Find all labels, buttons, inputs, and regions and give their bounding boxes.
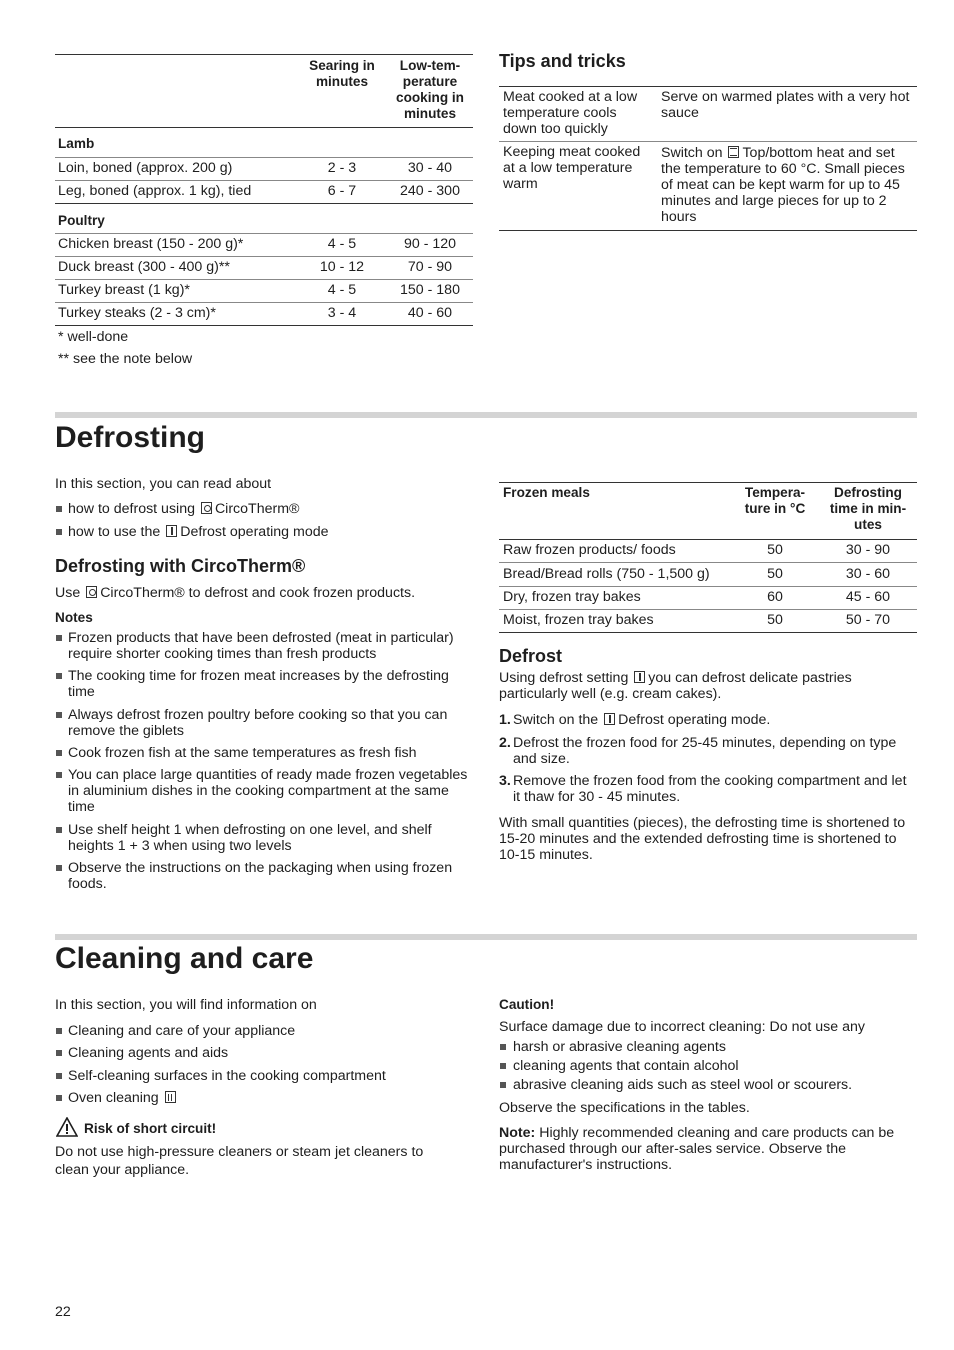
defrosting-intro: In this section, you can read about xyxy=(55,476,272,492)
table-row: Chicken breast (150 - 200 g)* xyxy=(58,236,244,252)
col-lowtemp-header: Low-tem-perature cooking in minutes xyxy=(396,58,464,121)
list-item-text: Defrost operating mode xyxy=(180,524,329,540)
cell-searing: 10 - 12 xyxy=(319,259,365,275)
cell-time: 45 - 60 xyxy=(845,589,891,605)
cell-lowtemp: 70 - 90 xyxy=(407,259,453,275)
footnote: ** see the note below xyxy=(58,351,193,367)
note-item: Frozen products that have been defrosted (meat in particular) require shorter cooking times than fresh products xyxy=(68,630,454,662)
warning-text: Do not use high-pressure cleaners or steam jet cleaners to clean your appliance. xyxy=(55,1144,424,1178)
caution-title: Caution! xyxy=(499,997,555,1012)
col-temperature: Tempera-ture in °C xyxy=(744,485,806,516)
note-item: Use shelf height 1 when defrosting on one level, and shelf heights 1 + 3 when using two levels xyxy=(68,822,432,854)
table-row: Turkey steaks (2 - 3 cm)* xyxy=(58,305,216,321)
col-searing-header: Searing in minutes xyxy=(309,58,375,89)
defrost-icon xyxy=(604,713,615,725)
note-item: Observe the instructions on the packaging when using frozen foods. xyxy=(68,860,453,892)
list-item xyxy=(68,1090,179,1106)
circotherm-text-pre: Use xyxy=(55,585,81,601)
caution-item: cleaning agents that contain alcohol xyxy=(513,1058,739,1074)
cell-temp: 50 xyxy=(767,566,783,582)
table-row: Loin, boned (approx. 200 g) xyxy=(58,160,233,176)
note-item: The cooking time for frozen meat increases by the defrosting time xyxy=(68,668,449,700)
step-text xyxy=(513,712,917,728)
tip-text-pre: Switch on xyxy=(661,145,723,161)
tips-title: Tips and tricks xyxy=(499,51,626,71)
cleaning-intro: In this section, you will find information on xyxy=(55,997,317,1013)
cell-lowtemp: 90 - 120 xyxy=(403,236,457,252)
list-item-text: how to defrost using xyxy=(68,501,195,517)
tip-problem: Keeping meat cooked at a low temperature warm xyxy=(503,144,641,192)
observe-text: Observe the specifications in the tables. xyxy=(499,1100,750,1116)
tip-solution: Serve on warmed plates with a very hot sauce xyxy=(661,89,910,121)
table-row: Raw frozen products/ foods xyxy=(503,542,676,558)
cell-searing: 2 - 3 xyxy=(327,160,357,176)
oven-cleaning-icon xyxy=(165,1091,176,1103)
list-item xyxy=(68,524,329,540)
note-item: You can place large quantities of ready made frozen vegetables in aluminium dishes in the cooking compartment at the same time xyxy=(68,767,468,815)
cell-temp: 50 xyxy=(767,612,783,628)
page-number: 22 xyxy=(55,1304,71,1320)
circotherm-text xyxy=(55,585,415,601)
cell-time: 30 - 60 xyxy=(845,566,891,582)
list-item-text: how to use the xyxy=(68,524,161,540)
list-item-text: CircoTherm® xyxy=(214,501,300,517)
group-poultry: Poultry xyxy=(58,213,105,228)
tip-problem: Meat cooked at a low temperature cools down too quickly xyxy=(503,89,638,137)
step-text: Defrost the frozen food for 25-45 minutes, depending on type and size. xyxy=(513,735,897,767)
defrost-intro-post: you can defrost delicate pastries particularly well (e.g. cream cakes). xyxy=(499,670,852,702)
defrost-closing: With small quantities (pieces), the defrosting time is shortened to 15-20 minutes and the extended defrosting time is shortened to 10-15 minutes. xyxy=(499,815,906,863)
defrost-intro-pre: Using defrost setting xyxy=(499,670,629,686)
caution-item: abrasive cleaning aids such as steel wool or scourers. xyxy=(513,1077,853,1093)
group-lamb: Lamb xyxy=(58,136,95,151)
cell-lowtemp: 150 - 180 xyxy=(400,282,460,298)
table-row: Turkey breast (1 kg)* xyxy=(58,282,190,298)
table-row: Bread/Bread rolls (750 - 1,500 g) xyxy=(503,566,710,582)
warning-icon xyxy=(56,1117,78,1137)
col-defrost-time: Defrosting time in min-utes xyxy=(829,485,907,532)
tip-text-post: Top/bottom heat and set the temperature to 60 °C. Small pieces of meat can be kept warm for up to 45 minutes and large pieces for up to 2 hours xyxy=(661,145,905,225)
col-frozen-meals: Frozen meals xyxy=(503,485,590,500)
cell-searing: 4 - 5 xyxy=(327,282,357,298)
circotherm-icon xyxy=(86,586,97,598)
cell-temp: 50 xyxy=(767,542,783,558)
warning-title: Risk of short circuit! xyxy=(84,1121,217,1136)
defrost-intro xyxy=(499,670,917,702)
defrost-title: Defrost xyxy=(499,646,563,666)
cell-lowtemp: 40 - 60 xyxy=(407,305,453,321)
caution-text: Surface damage due to incorrect cleaning: Do not use any xyxy=(499,1019,865,1035)
table-row: Duck breast (300 - 400 g)** xyxy=(58,259,230,275)
note-paragraph xyxy=(499,1125,917,1173)
note-label: Note: xyxy=(499,1125,536,1141)
tip-solution xyxy=(661,145,914,225)
table-row: Leg, boned (approx. 1 kg), tied xyxy=(58,183,252,199)
list-item xyxy=(68,501,300,517)
note-item: Always defrost frozen poultry before cooking so that you can remove the giblets xyxy=(68,707,448,739)
cell-time: 30 - 90 xyxy=(845,542,891,558)
defrost-icon xyxy=(166,525,177,537)
top-bottom-heat-icon xyxy=(728,146,739,158)
cell-searing: 3 - 4 xyxy=(327,305,357,321)
step-text-post: Defrost operating mode. xyxy=(618,712,771,728)
cleaning-title: Cleaning and care xyxy=(55,942,314,975)
circotherm-text-post: CircoTherm® to defrost and cook frozen products. xyxy=(100,585,416,601)
table-row: Dry, frozen tray bakes xyxy=(503,589,641,605)
list-item: Cleaning and care of your appliance xyxy=(68,1023,296,1039)
step-number: 3. xyxy=(499,773,511,789)
cell-searing: 6 - 7 xyxy=(327,183,357,199)
notes-label: Notes xyxy=(55,610,93,625)
footnote: * well-done xyxy=(58,329,129,345)
list-item: Cleaning agents and aids xyxy=(68,1045,229,1061)
defrosting-title: Defrosting xyxy=(55,421,205,454)
list-item-text: Oven cleaning xyxy=(68,1090,159,1106)
step-number: 1. xyxy=(499,712,511,728)
cell-time: 50 - 70 xyxy=(845,612,891,628)
step-number: 2. xyxy=(499,735,511,751)
cell-temp: 60 xyxy=(767,589,783,605)
table-row: Moist, frozen tray bakes xyxy=(503,612,654,628)
list-item: Self-cleaning surfaces in the cooking compartment xyxy=(68,1068,386,1084)
note-text: Highly recommended cleaning and care products can be purchased through our after-sales service. Observe the manufacturer's instructions. xyxy=(499,1125,895,1173)
circotherm-title: Defrosting with CircoTherm® xyxy=(55,556,306,576)
caution-item: harsh or abrasive cleaning agents xyxy=(513,1039,726,1055)
cell-lowtemp: 30 - 40 xyxy=(407,160,453,176)
step-text-pre: Switch on the xyxy=(513,712,599,728)
cell-searing: 4 - 5 xyxy=(327,236,357,252)
note-item: Cook frozen fish at the same temperatures as fresh fish xyxy=(68,745,417,761)
defrost-icon xyxy=(634,671,645,683)
cell-lowtemp: 240 - 300 xyxy=(400,183,460,199)
circotherm-icon xyxy=(201,502,212,514)
step-text: Remove the frozen food from the cooking compartment and let it thaw for 30 - 45 minutes. xyxy=(513,773,907,805)
